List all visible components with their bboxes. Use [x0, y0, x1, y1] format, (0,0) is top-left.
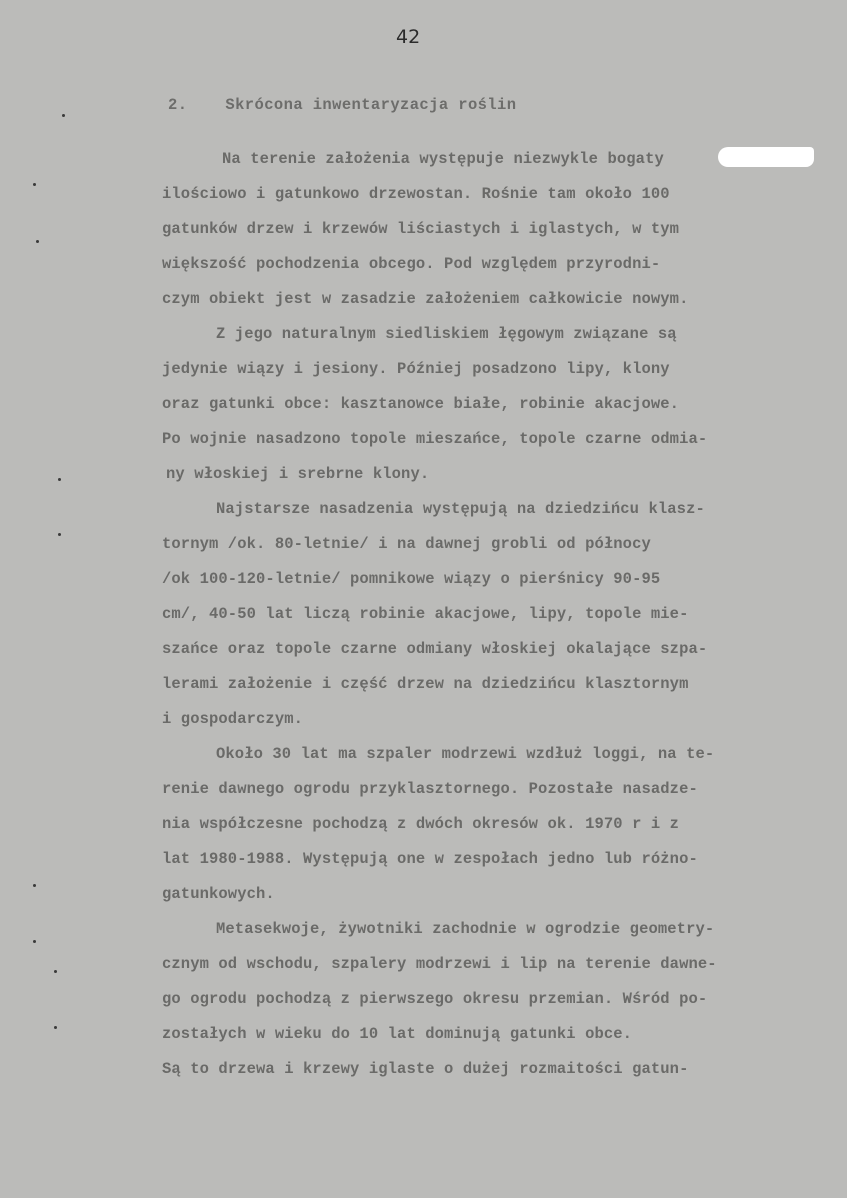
margin-dot — [36, 240, 39, 243]
text-line: oraz gatunki obce: kasztanowce białe, robinie akacjowe. — [162, 395, 680, 413]
margin-dot — [62, 114, 65, 117]
text-line: /ok 100-120-letnie/ pomnikowe wiązy o pierśnicy 90-95 — [162, 570, 661, 588]
text-line: go ogrodu pochodzą z pierwszego okresu przemian. Wśród po- — [162, 990, 708, 1008]
text-line: nia współczesne pochodzą z dwóch okresów ok. 1970 r i z — [162, 815, 680, 833]
margin-dot — [33, 884, 36, 887]
text-line: Po wojnie nasadzono topole mieszańce, topole czarne odmia- — [162, 430, 708, 448]
text-line: tornym /ok. 80-letnie/ i na dawnej grobli od północy — [162, 535, 651, 553]
text-line: większość pochodzenia obcego. Pod względem przyrodni- — [162, 255, 661, 273]
margin-dot — [33, 940, 36, 943]
text-line: czym obiekt jest w zasadzie założeniem całkowicie nowym. — [162, 290, 689, 308]
section-number: 2. — [168, 96, 188, 114]
text-line: i gospodarczym. — [162, 710, 304, 728]
text-line: gatunków drzew i krzewów liściastych i iglastych, w tym — [162, 220, 680, 238]
text-line: gatunkowych. — [162, 885, 275, 903]
page-number: 42 — [396, 26, 421, 48]
text-line: ny włoskiej i srebrne klony. — [166, 465, 430, 483]
text-line: ilościowo i gatunkowo drzewostan. Rośnie tam około 100 — [162, 185, 670, 203]
text-line: lat 1980-1988. Występują one w zespołach jedno lub różno- — [162, 850, 698, 868]
margin-dot — [54, 1026, 57, 1029]
margin-dot — [58, 533, 61, 536]
text-line: cm/, 40-50 lat liczą robinie akacjowe, lipy, topole mie- — [162, 605, 689, 623]
text-line: Metasekwoje, żywotniki zachodnie w ogrodzie geometry- — [216, 920, 715, 938]
text-line: Są to drzewa i krzewy iglaste o dużej rozmaitości gatun- — [162, 1060, 689, 1078]
text-line: renie dawnego ogrodu przyklasztornego. Pozostałe nasadze- — [162, 780, 698, 798]
margin-dot — [54, 970, 57, 973]
text-line: cznym od wschodu, szpalery modrzewi i lip na terenie dawne- — [162, 955, 717, 973]
text-line: Z jego naturalnym siedliskiem łęgowym związane są — [216, 325, 677, 343]
text-line: Najstarsze nasadzenia występują na dziedzińcu klasz- — [216, 500, 705, 518]
text-line: Na terenie założenia występuje niezwykle bogaty — [222, 150, 664, 168]
text-line: jedynie wiązy i jesiony. Później posadzono lipy, klony — [162, 360, 670, 378]
margin-dot — [33, 183, 36, 186]
text-line: szańce oraz topole czarne odmiany włoskiej okalające szpa- — [162, 640, 708, 658]
redaction-mark — [718, 147, 814, 167]
text-line: Około 30 lat ma szpaler modrzewi wzdłuż loggi, na te- — [216, 745, 715, 763]
text-line: zostałych w wieku do 10 lat dominują gatunki obce. — [162, 1025, 633, 1043]
section-title: Skrócona inwentaryzacja roślin — [225, 96, 517, 114]
margin-dot — [58, 478, 61, 481]
text-line: lerami założenie i część drzew na dziedzińcu klasztornym — [162, 675, 689, 693]
